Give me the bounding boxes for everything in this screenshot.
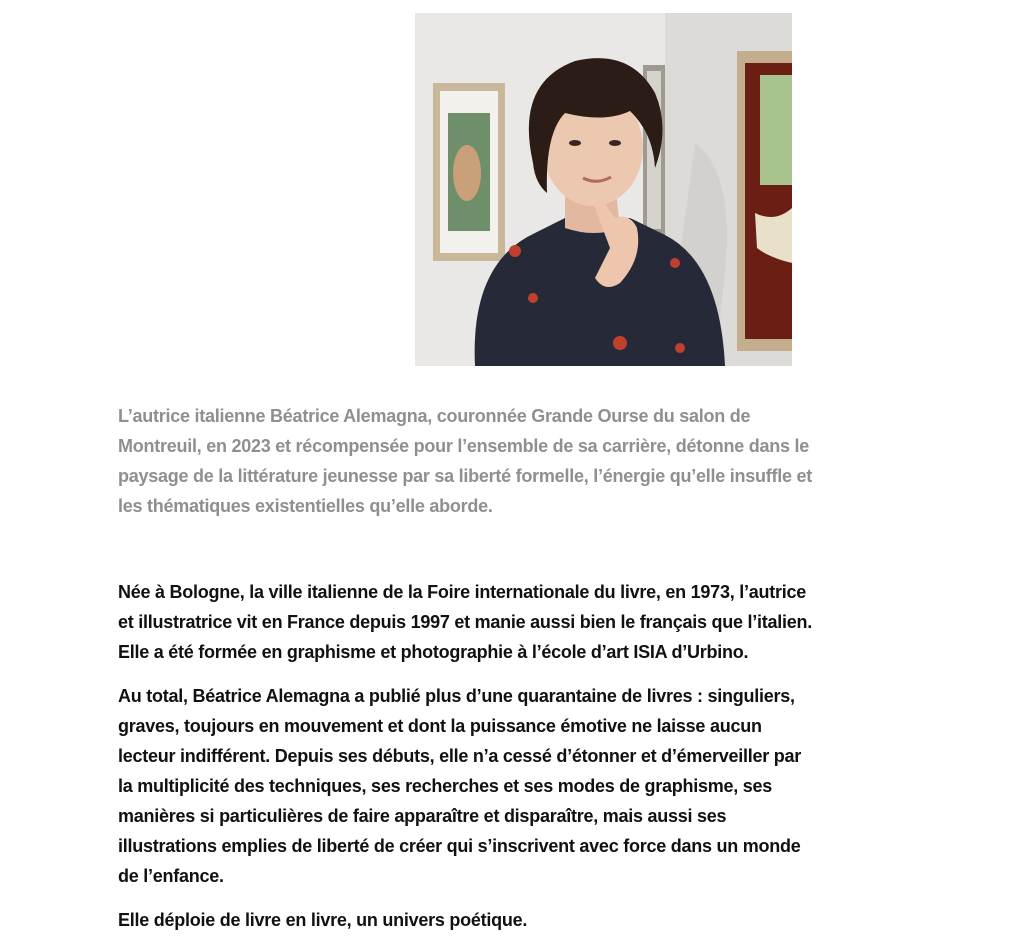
caption-line: L’autrice italienne Béatrice Alemagna, couronnée Grande Ourse du salon de xyxy=(118,406,751,426)
paragraph-poetic-universe xyxy=(118,905,918,935)
caption-line: Montreuil, en 2023 et récompensée pour l’ensemble de sa carrière, détonne dans le xyxy=(118,436,810,456)
paragraph-line: Au total, Béatrice Alemagna a publié plus d’une quarantaine de livres : singuliers, xyxy=(118,686,795,706)
paragraph-line: Elle a été formée en graphisme et photographie à l’école d’art ISIA d’Urbino. xyxy=(118,642,749,662)
caption-line: les thématiques existentielles qu’elle aborde. xyxy=(118,496,493,516)
paragraph-line: illustrations emplies de liberté de créer qui s’inscrivent avec force dans un monde xyxy=(118,836,801,856)
paragraph-line: et illustratrice vit en France depuis 1997 et manie aussi bien le français que l’italien. xyxy=(118,612,813,632)
paragraph-line: lecteur indifférent. Depuis ses débuts, elle n’a cessé d’étonner et d’émerveiller par xyxy=(118,746,801,766)
paragraph-line: la multiplicité des techniques, ses recherches et ses modes de graphisme, ses xyxy=(118,776,773,796)
paragraph-birth-and-training xyxy=(118,577,918,667)
paragraph-line: graves, toujours en mouvement et dont la puissance émotive ne laisse aucun xyxy=(118,716,762,736)
paragraph-line: de l’enfance. xyxy=(118,866,224,886)
paragraph-line: manières si particulières de faire apparaître et disparaître, mais aussi ses xyxy=(118,806,727,826)
author-portrait-photo xyxy=(415,13,792,366)
article-body xyxy=(118,577,918,949)
paragraph-line: Elle déploie de livre en livre, un univers poétique. xyxy=(118,910,528,930)
caption-line: paysage de la littérature jeunesse par sa liberté formelle, l’énergie qu’elle insuffle et xyxy=(118,466,813,486)
portrait-illustration xyxy=(415,13,792,366)
photo-caption xyxy=(118,401,918,521)
paragraph-line: Née à Bologne, la ville italienne de la Foire internationale du livre, en 1973, l’autrice xyxy=(118,582,806,602)
paragraph-publications xyxy=(118,681,918,891)
